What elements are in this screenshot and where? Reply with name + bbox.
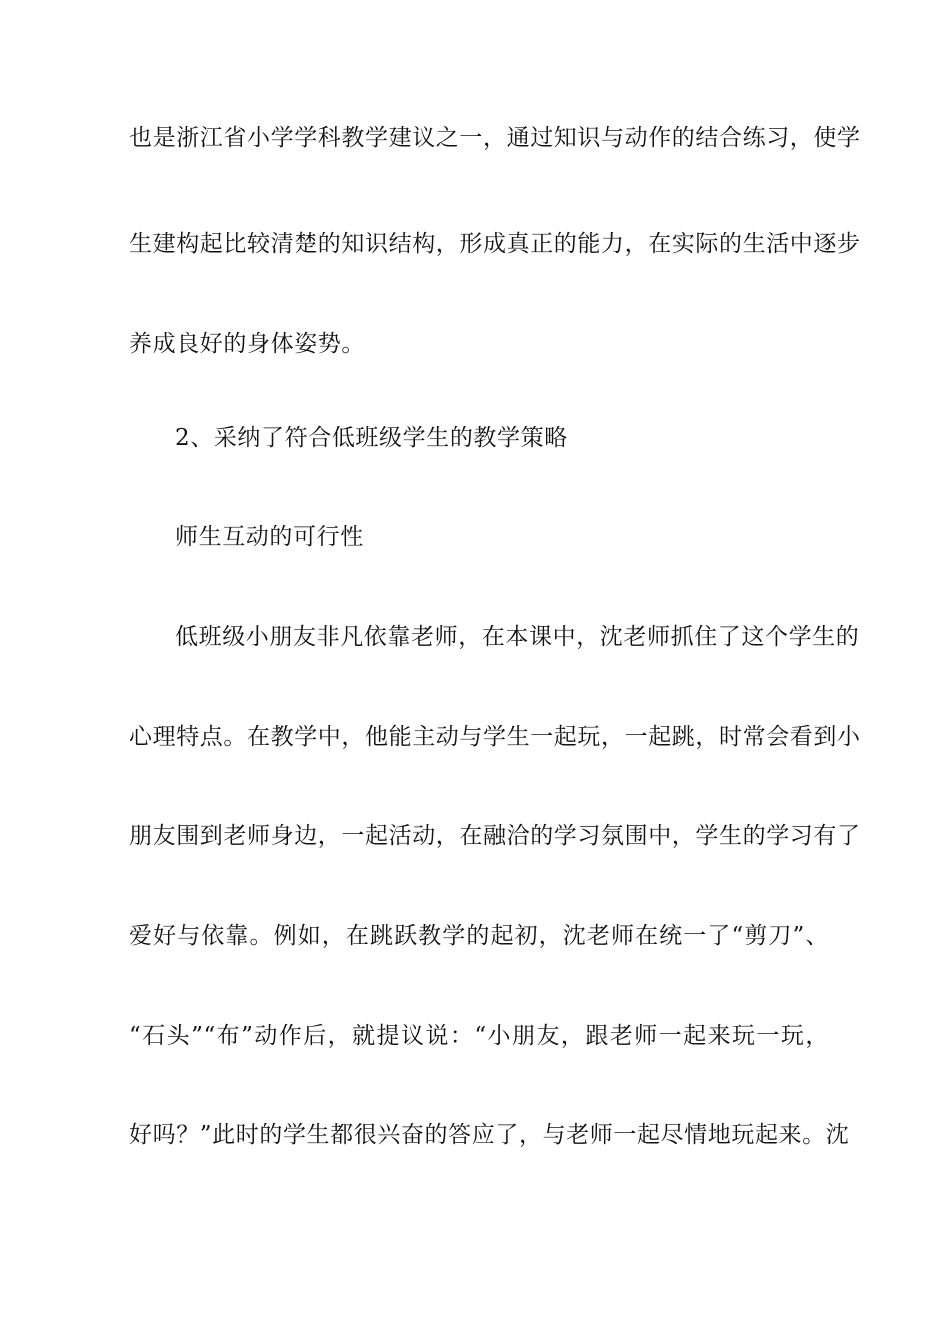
paragraph-line-5: 心理特点。在教学中，他能主动与学生一起玩，一起跳，时常会看到小	[129, 724, 861, 750]
paragraph-line-4: 低班级小朋友非凡依靠老师，在本课中，沈老师抓住了这个学生的	[175, 624, 860, 650]
paragraph-line-6: 朋友围到老师身边，一起活动，在融洽的学习氛围中，学生的学习有了	[129, 823, 861, 849]
paragraph-line-2: 生建构起比较清楚的知识结构，形成真正的能力，在实际的生活中逐步	[129, 231, 861, 257]
paragraph-line-7: 爱好与依靠。例如，在跳跃教学的起初，沈老师在统一了“剪刀”、	[129, 923, 829, 949]
paragraph-line-8: “石头”“布”动作后，就提议说：“小朋友，跟老师一起来玩一玩，	[129, 1023, 829, 1049]
paragraph-line-1: 也是浙江省小学学科教学建议之一，通过知识与动作的结合练习，使学	[129, 125, 861, 151]
paragraph-line-3: 养成良好的身体姿势。	[129, 331, 365, 357]
section-heading: 2、采纳了符合低班级学生的教学策略	[175, 425, 568, 451]
subsection-heading: 师生互动的可行性	[175, 524, 364, 550]
paragraph-line-9: 好吗？”此时的学生都很兴奋的答应了，与老师一起尽情地玩起来。沈	[129, 1122, 850, 1148]
